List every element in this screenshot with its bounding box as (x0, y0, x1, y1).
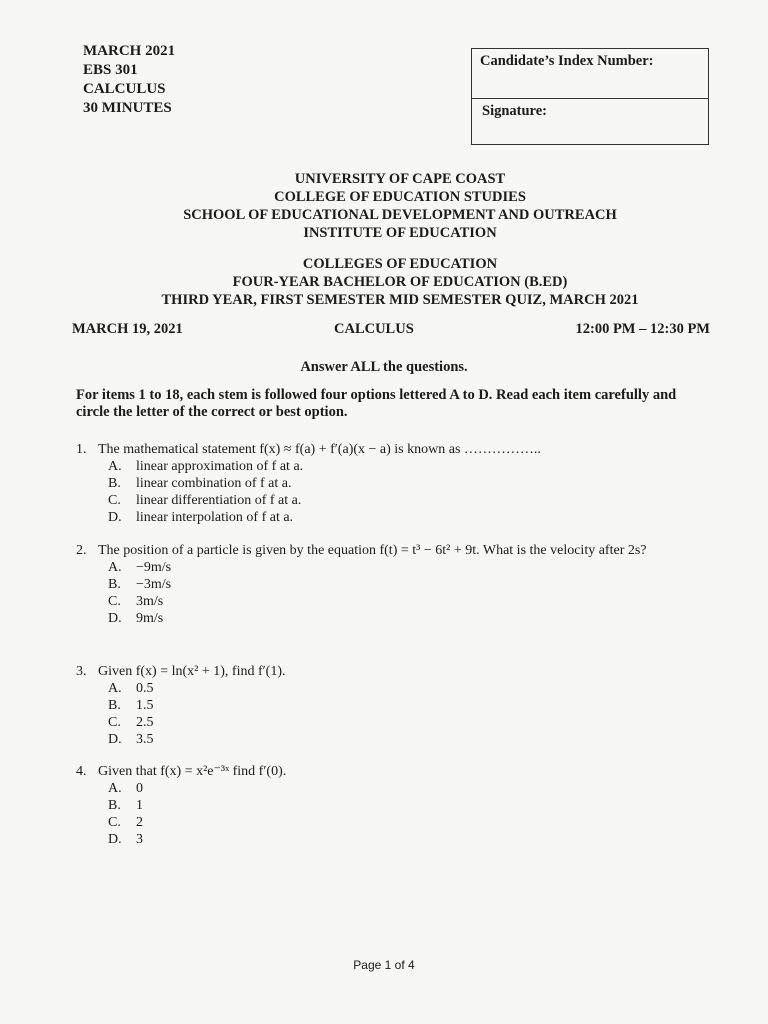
exam-time: 12:00 PM – 12:30 PM (575, 321, 710, 337)
option-d[interactable]: D. 3 (108, 832, 143, 847)
header-line-3: SCHOOL OF EDUCATIONAL DEVELOPMENT AND OUTREACH (183, 207, 617, 223)
exam-meta (83, 42, 175, 118)
exam-month-year: MARCH 2021 (83, 43, 176, 59)
course-name: CALCULUS (83, 81, 166, 97)
option-c[interactable]: C. linear differentiation of f at a. (108, 493, 302, 508)
question-number: 1. (76, 442, 87, 457)
question-1 (76, 441, 706, 526)
exam-date: MARCH 19, 2021 (72, 321, 183, 337)
section-instructions: For items 1 to 18, each stem is followed four options lettered A to D. Read each item carefully and circle the letter of the correct or best option. (76, 387, 677, 420)
question-stem: The position of a particle is given by the equation f(t) = t³ − 6t² + 9t. What is the velocity after 2s? (98, 543, 647, 558)
option-b[interactable]: B. 1 (108, 798, 143, 813)
option-a[interactable]: A. linear approximation of f at a. (108, 459, 304, 474)
option-a[interactable]: A. 0.5 (108, 681, 154, 696)
option-b[interactable]: B. −3m/s (108, 577, 172, 592)
header-line-5: COLLEGES OF EDUCATION (302, 256, 498, 272)
option-d[interactable]: D. 9m/s (108, 611, 164, 626)
question-4 (76, 763, 706, 848)
question-number: 3. (76, 664, 87, 679)
option-a[interactable]: A. 0 (108, 781, 143, 796)
institution-header (100, 170, 700, 242)
header-line-1: UNIVERSITY OF CAPE COAST (294, 171, 506, 187)
question-number: 4. (76, 764, 87, 779)
option-a[interactable]: A. −9m/s (108, 560, 172, 575)
exam-subject: CALCULUS (334, 321, 414, 337)
question-stem: Given that f(x) = x²e⁻³ˣ find f′(0). (98, 764, 287, 779)
exam-duration: 30 MINUTES (83, 100, 172, 116)
option-c[interactable]: C. 2 (108, 815, 143, 830)
question-stem: The mathematical statement f(x) ≈ f(a) + f′(a)(x − a) is known as …………….. (98, 442, 541, 457)
header-line-4: INSTITUTE OF EDUCATION (303, 225, 497, 241)
program-header (100, 255, 700, 309)
candidate-info-box (471, 48, 709, 145)
page-number: Page 1 of 4 (353, 958, 415, 972)
signature-field[interactable] (472, 99, 708, 124)
answer-all-instruction: Answer ALL the questions. (300, 359, 468, 375)
option-b[interactable]: B. linear combination of f at a. (108, 476, 292, 491)
course-code: EBS 301 (83, 62, 138, 78)
question-stem: Given f(x) = ln(x² + 1), find f′(1). (98, 664, 286, 679)
option-c[interactable]: C. 3m/s (108, 594, 164, 609)
option-c[interactable]: C. 2.5 (108, 715, 154, 730)
question-3 (76, 663, 706, 748)
header-line-6: FOUR-YEAR BACHELOR OF EDUCATION (B.ED) (232, 274, 568, 290)
option-d[interactable]: D. 3.5 (108, 732, 154, 747)
signature-label: Signature: (482, 103, 547, 119)
index-number-field[interactable] (472, 49, 708, 99)
header-line-2: COLLEGE OF EDUCATION STUDIES (274, 189, 526, 205)
option-b[interactable]: B. 1.5 (108, 698, 154, 713)
header-line-7: THIRD YEAR, FIRST SEMESTER MID SEMESTER QUIZ, MARCH 2021 (161, 292, 639, 308)
index-number-label: Candidate’s Index Number: (480, 53, 654, 69)
question-2 (76, 542, 706, 627)
option-d[interactable]: D. linear interpolation of f at a. (108, 510, 294, 525)
question-number: 2. (76, 543, 87, 558)
